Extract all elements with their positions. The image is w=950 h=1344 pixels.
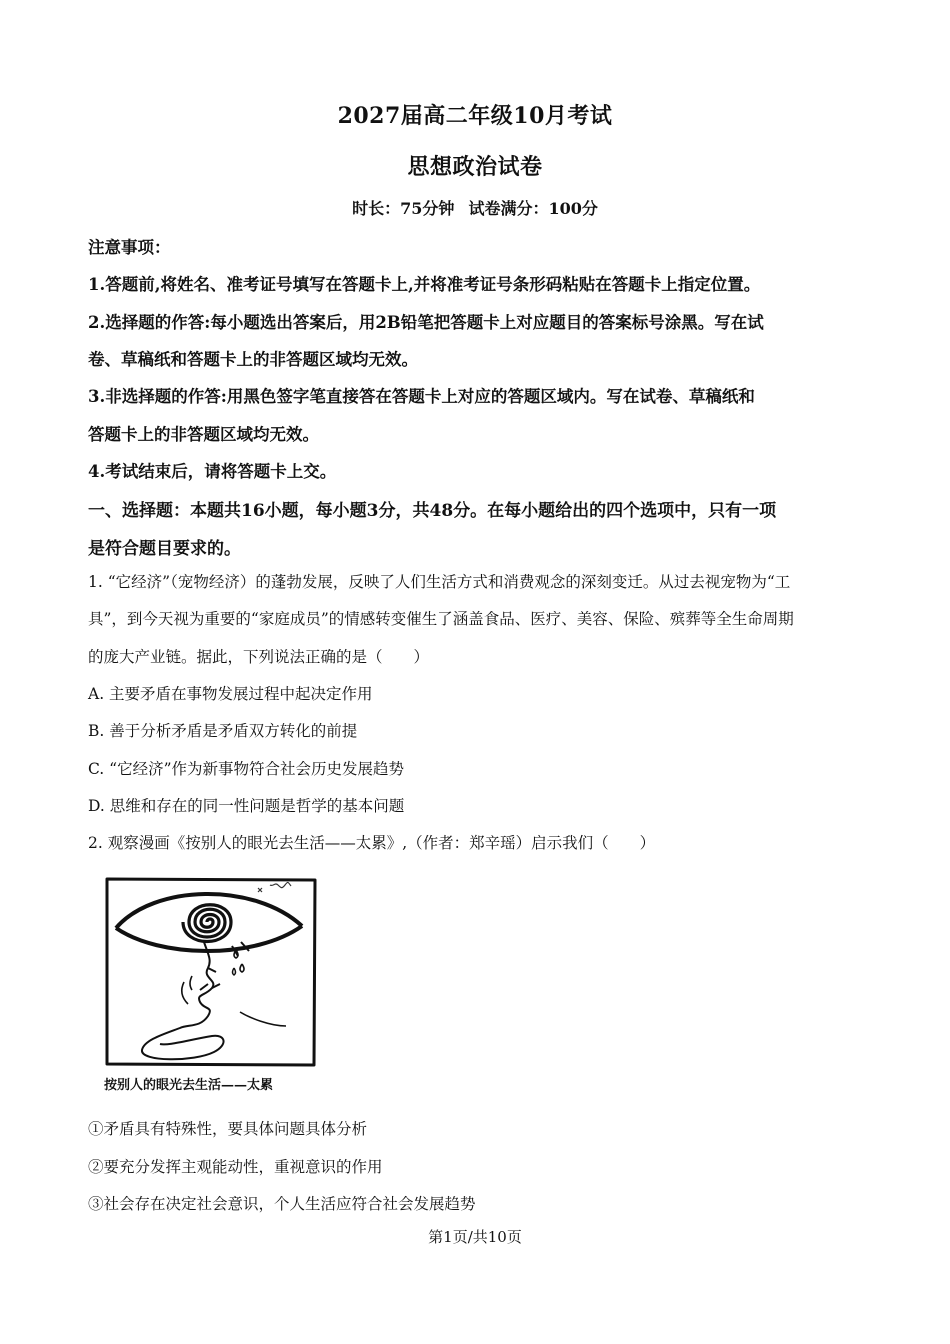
exam-full-score: 试卷满分：100分 [468, 199, 598, 218]
notice-heading: 注意事项： [88, 238, 171, 257]
notice-item-3-line-1: 3.非选择题的作答:用黑色签字笔直接答在答题卡上对应的答题区域内。写在试卷、草稿纸和 [88, 387, 755, 406]
notice-item-2-line-2: 卷、草稿纸和答题卡上的非答题区域均无效。 [88, 350, 418, 369]
cartoon-caption: 按别人的眼光去生活——太累 [104, 1078, 274, 1093]
section-heading-line-2: 是符合题目要求的。 [88, 539, 241, 559]
notice-item-2-line-1: 2.选择题的作答:每小题选出答案后，用2B铅笔把答题卡上对应题目的答案标号涂黑。写在试 [88, 313, 764, 332]
q2-statement-1: ①矛盾具有特殊性，要具体问题具体分析 [88, 1120, 368, 1138]
q1-option-c: C. “它经济”作为新事物符合社会历史发展趋势 [88, 760, 405, 778]
cartoon-drawing [104, 876, 318, 1068]
exam-duration: 时长：75分钟 [352, 199, 455, 218]
cartoon-image [104, 876, 318, 1068]
q1-stem-line-2: 具”，到今天视为重要的“家庭成员”的情感转变催生了涵盖食品、医疗、美容、保险、殡葬等全生命周期 [88, 610, 794, 628]
exam-meta [0, 196, 950, 219]
cartoon-signature [258, 882, 291, 892]
q2-statement-2: ②要充分发挥主观能动性，重视意识的作用 [88, 1158, 383, 1176]
q1-option-d: D. 思维和存在的同一性问题是哲学的基本问题 [88, 797, 405, 815]
exam-title: 2027届高二年级10月考试 [337, 103, 613, 129]
q2-stem: 2. 观察漫画《按别人的眼光去生活——太累》,（作者：郑辛瑶）启示我们（ ） [88, 834, 656, 852]
q1-option-b: B. 善于分析矛盾是矛盾双方转化的前提 [88, 722, 358, 740]
subject-title: 思想政治试卷 [407, 154, 543, 180]
notice-item-1: 1.答题前,将姓名、准考证号填写在答题卡上,并将准考证号条形码粘贴在答题卡上指定位置。 [88, 275, 761, 294]
notice-item-4: 4.考试结束后，请将答题卡上交。 [88, 462, 337, 481]
q1-option-a: A. 主要矛盾在事物发展过程中起决定作用 [88, 685, 373, 703]
section-heading-line-1: 一、选择题：本题共16小题，每小题3分，共48分。在每小题给出的四个选项中，只有一项 [88, 501, 777, 521]
page-number: 第1页/共10页 [428, 1228, 522, 1246]
notice-item-3-line-2: 答题卡上的非答题区域均无效。 [88, 425, 319, 444]
q1-stem-line-1: 1. “它经济”（宠物经济）的蓬勃发展，反映了人们生活方式和消费观念的深刻变迁。从过去视宠物为“工 [88, 573, 791, 591]
q1-stem-line-3: 的庞大产业链。据此，下列说法正确的是（ ） [88, 648, 430, 666]
q2-statement-3: ③社会存在决定社会意识，个人生活应符合社会发展趋势 [88, 1195, 476, 1213]
